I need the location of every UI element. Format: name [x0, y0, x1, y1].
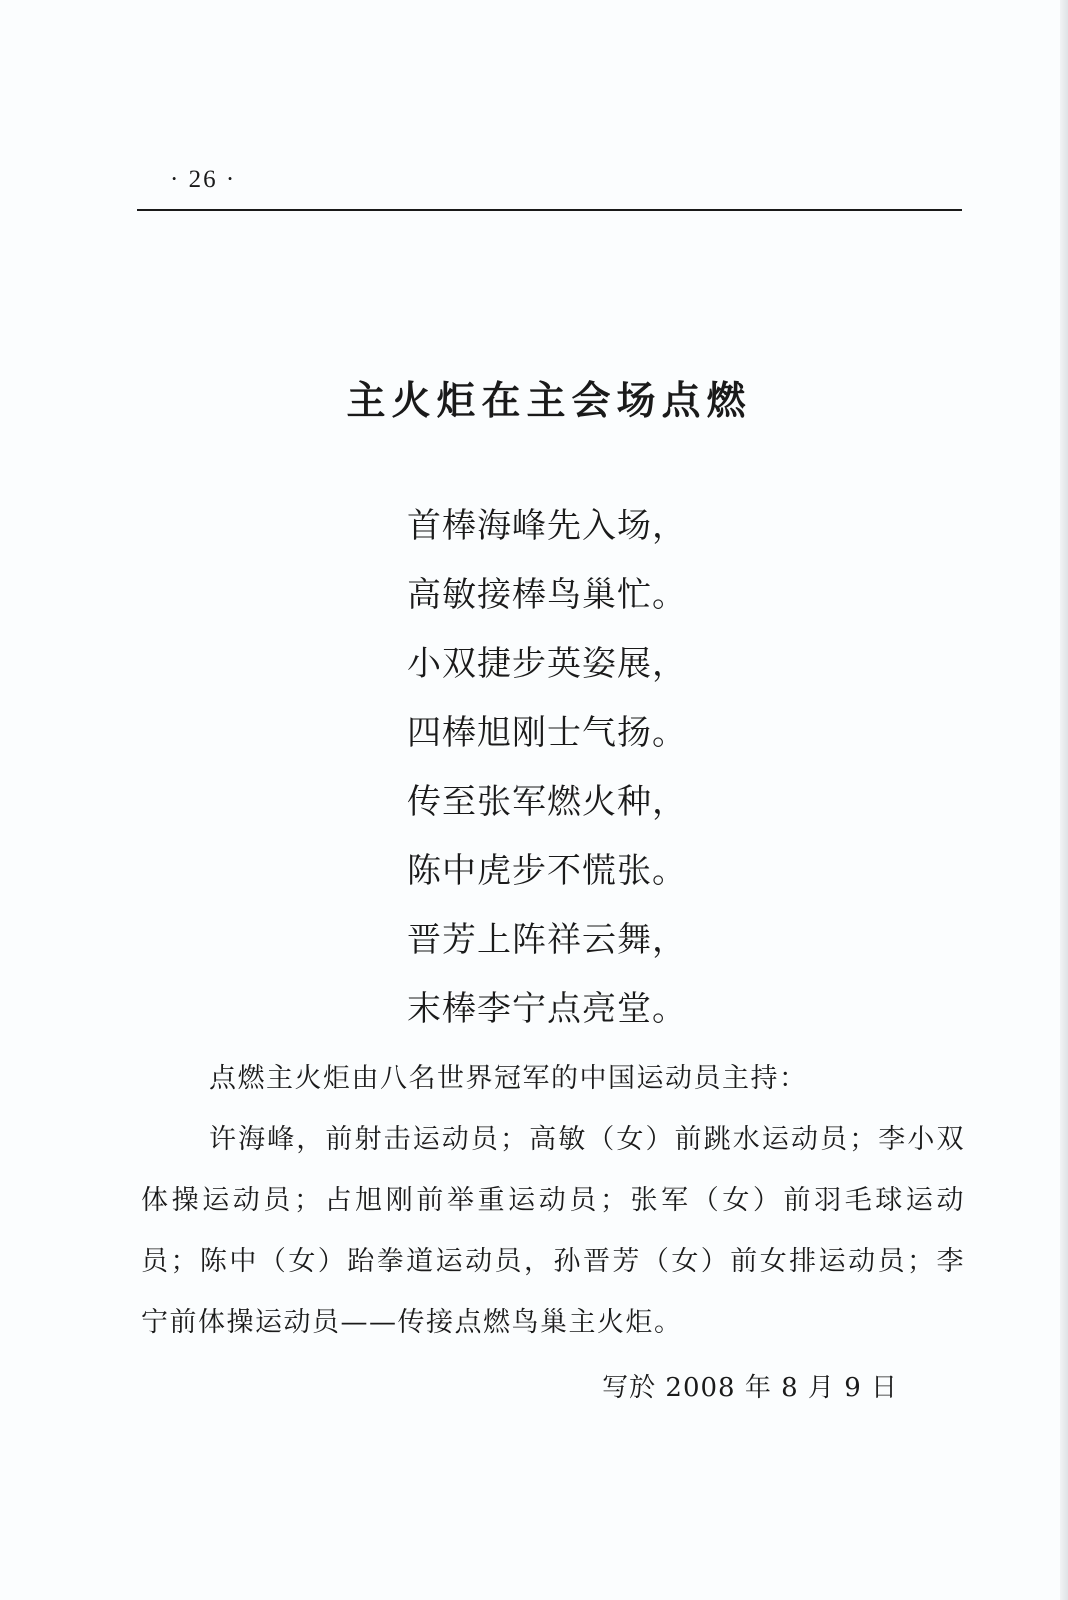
poem-line: 小双捷步英姿展， [407, 644, 687, 684]
footnote-intro: 点燃主火炬由八名世界冠军的中国运动员主持： [209, 1063, 808, 1094]
poem-line: 末棒李宁点亮堂。 [407, 989, 687, 1029]
header-rule [137, 209, 962, 211]
poem-title: 主火炬在主会场点燃 [346, 378, 752, 424]
footnote-body: 许海峰，前射击运动员；高敏（女）前跳水运动员；李小双体操运动员；占旭刚前举重运动员；张军（女）前羽毛球运动员；陈中（女）跆拳道运动员，孙晋芳（女）前女排运动员；李宁前体操运动员——传接点燃鸟巢主火炬。 [141, 1124, 965, 1338]
poem-line: 四棒旭刚士气扬。 [407, 713, 687, 753]
page-number: · 26 · [170, 166, 237, 193]
footnote [141, 1048, 965, 1353]
date-signature: 写於 2008 年 8 月 9 日 [602, 1373, 898, 1403]
poem-line: 高敏接棒鸟巢忙。 [407, 575, 687, 615]
poem-line: 首棒海峰先入场， [407, 506, 687, 546]
poem-line: 晋芳上阵祥云舞， [407, 920, 687, 960]
poem-line: 传至张军燃火种， [407, 782, 687, 822]
poem-lines [407, 492, 687, 1044]
page-edge [1060, 0, 1068, 1600]
poem-line: 陈中虎步不慌张。 [407, 851, 687, 891]
